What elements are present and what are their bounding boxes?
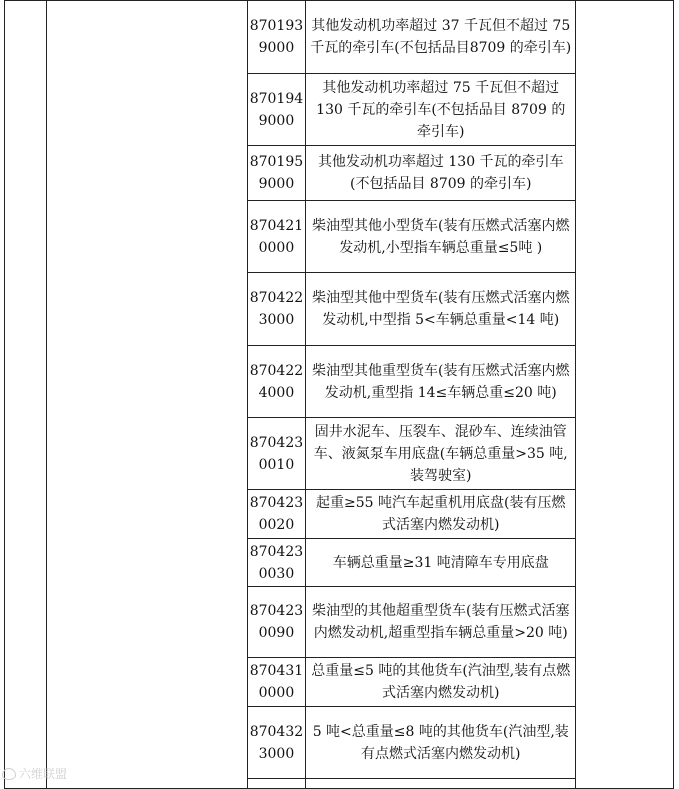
tariff-code-bottom: 0020 — [258, 517, 295, 533]
tariff-code-top: 870193 — [249, 18, 304, 34]
tariff-code-bottom: 0010 — [258, 456, 295, 473]
description-cell: 固井水泥车、压裂车、混砂车、连续油管车、液氮泵车用底盘(车辆总重量>35 吨,装驾驶室) — [306, 418, 576, 490]
tariff-code-bottom: 3000 — [258, 745, 295, 762]
tariff-table — [4, 0, 674, 789]
tariff-code-top: 870195 — [249, 154, 304, 170]
tariff-code-top: 870431 — [249, 663, 304, 679]
tariff-code-top: 870423 — [249, 543, 304, 560]
watermark — [2, 765, 67, 782]
blank-column-right — [576, 1, 674, 789]
tariff-code-cell — [247, 539, 305, 587]
tariff-code-bottom: 9000 — [258, 40, 295, 56]
tariff-code-top: 870422 — [249, 362, 304, 379]
description-cell: 车辆总重量≥31 吨清障车专用底盘 — [306, 539, 576, 587]
tariff-code-cell — [247, 490, 305, 539]
description-cell: 起重≥55 吨汽车起重机用底盘(装有压燃式活塞内燃发动机) — [306, 490, 576, 539]
description-cell: 其他发动机功率超过 130 千瓦的牵引车(不包括品目 8709 的牵引车) — [306, 146, 576, 201]
blank-column-left — [5, 1, 47, 789]
tariff-code-cell — [247, 1, 305, 74]
table-row — [5, 1, 674, 74]
description-cell: 其他发动机功率超过 37 千瓦但不超过 75 千瓦的牵引车(不包括品目8709 的牵引车) — [306, 1, 576, 74]
description-cell: 总重量≤5 吨的其他货车(汽油型,装有点燃式活塞内燃发动机) — [306, 658, 576, 707]
tariff-code-cell — [247, 346, 305, 418]
tariff-code-top: 870432 — [249, 723, 304, 740]
watermark-text: 六维联盟 — [19, 767, 68, 781]
tariff-code-top: 870194 — [249, 90, 304, 107]
tariff-code-top: 870422 — [249, 290, 304, 306]
tariff-code-top: 870423 — [249, 603, 304, 619]
tariff-code-cell — [247, 707, 305, 779]
tariff-code-cell — [247, 146, 305, 201]
tariff-code-bottom: 0000 — [258, 685, 295, 701]
tariff-code-bottom: 3000 — [258, 312, 295, 328]
tariff-code-cell — [247, 658, 305, 707]
tariff-code-bottom: 9000 — [258, 112, 295, 129]
description-cell: 其他发动机功率超过 75 千瓦但不超过 130 千瓦的牵引车(不包括品目 8709 的牵引车) — [306, 74, 576, 146]
watermark-logo-icon — [2, 768, 16, 780]
tariff-code-bottom: 4000 — [258, 384, 295, 401]
tariff-code-cell — [247, 273, 305, 346]
description-cell: 柴油型其他中型货车(装有压燃式活塞内燃发动机,中型指 5<车辆总重量<14 吨) — [306, 273, 576, 346]
tariff-code-cell — [247, 201, 305, 273]
blank-column-name — [47, 1, 247, 789]
description-cell: 柴油型的其他超重型货车(装有压燃式活塞内燃发动机,超重型指车辆总重量>20 吨) — [306, 587, 576, 658]
tariff-code-top: 870421 — [249, 217, 304, 234]
tariff-code-cell — [247, 587, 305, 658]
tariff-code-bottom: 0000 — [258, 239, 295, 256]
description-cell: 柴油型其他小型货车(装有压燃式活塞内燃发动机,小型指车辆总重量≤5吨 ) — [306, 201, 576, 273]
tariff-code-bottom: 0030 — [258, 565, 295, 582]
tariff-code-cell — [247, 74, 305, 146]
tariff-code-cell — [247, 418, 305, 490]
description-cell: 5 吨<总重量≤8 吨的其他货车(汽油型,装有点燃式活塞内燃发动机) — [306, 707, 576, 779]
tariff-table-body — [5, 1, 674, 789]
tariff-code-bottom: 9000 — [258, 176, 295, 192]
tariff-code-bottom: 0090 — [258, 625, 295, 641]
description-cell: 柴油型其他重型货车(装有压燃式活塞内燃发动机,重型指 14≤车辆总重≤20 吨) — [306, 346, 576, 418]
tariff-code-top: 870423 — [249, 434, 304, 451]
tariff-code-top: 870423 — [249, 495, 304, 511]
